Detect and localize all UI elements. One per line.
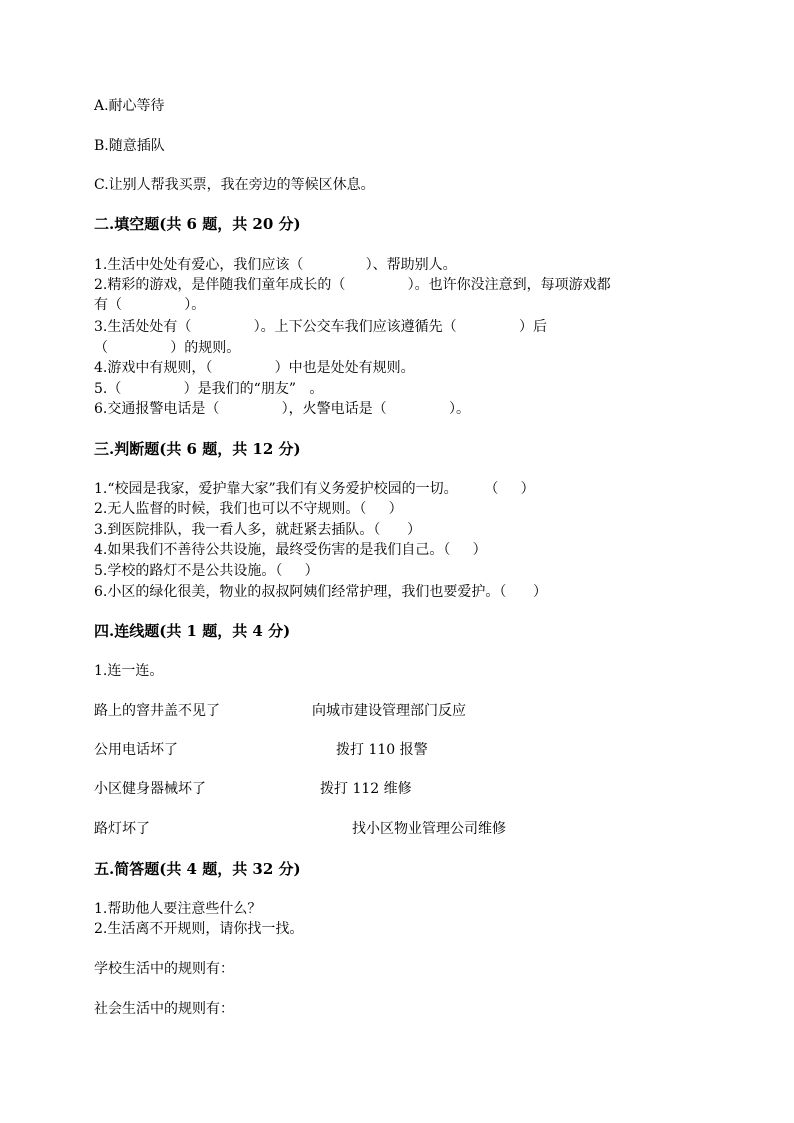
match-right-item: 拨打 110 报警 <box>336 742 428 758</box>
match-q1: 1.连一连。 <box>94 663 164 679</box>
match-right-item: 向城市建设管理部门反应 <box>312 703 466 719</box>
judge-q6: 6.小区的绿化很美，物业的叔叔阿姨们经常护理，我们也要爱护。（ ） <box>94 584 548 600</box>
match-left-item: 路上的窨井盖不见了 <box>94 703 220 719</box>
fill-heading: 二.填空题(共 6 题，共 20 分) <box>94 215 301 233</box>
short-society-label: 社会生活中的规则有： <box>94 1001 234 1017</box>
short-school-label: 学校生活中的规则有： <box>94 961 234 977</box>
judge-heading: 三.判断题(共 6 题，共 12 分) <box>94 440 301 458</box>
match-right-item: 拨打 112 维修 <box>320 781 412 797</box>
match-heading: 四.连线题(共 1 题，共 4 分) <box>94 622 291 640</box>
judge-q3: 3.到医院排队，我一看人多，就赶紧去插队。（ ） <box>94 522 422 538</box>
fill-q6: 6.交通报警电话是（ ），火警电话是（ ）。 <box>94 401 470 417</box>
short-q1: 1.帮助他人要注意些什么？ <box>94 901 262 917</box>
fill-q5: 5.（ ）是我们的“朋友” 。 <box>94 381 324 397</box>
choice-b: B.随意插队 <box>94 138 165 154</box>
judge-q4: 4.如果我们不善待公共设施，最终受伤害的是我们自己。（ ） <box>94 542 487 558</box>
match-left-item: 公用电话坏了 <box>94 742 178 758</box>
judge-q2: 2.无人监督的时候，我们也可以不守规则。（ ） <box>94 501 403 517</box>
match-left-item: 小区健身器械坏了 <box>94 781 206 797</box>
fill-q2b: 有（ ）。 <box>94 297 206 313</box>
short-q2: 2.生活离不开规则，请你找一找。 <box>94 921 304 937</box>
choice-a: A.耐心等待 <box>94 98 165 114</box>
short-heading: 五.简答题(共 4 题，共 32 分) <box>94 860 301 878</box>
choice-c: C.让别人帮我买票，我在旁边的等候区休息。 <box>94 177 375 193</box>
fill-q3b: （ ）的规则。 <box>94 340 241 356</box>
fill-q4: 4.游戏中有规则，（ ）中也是处处有规则。 <box>94 360 415 376</box>
match-right-item: 找小区物业管理公司维修 <box>352 821 506 837</box>
fill-q2a: 2.精彩的游戏，是伴随我们童年成长的（ ）。也许你没注意到，每项游戏都 <box>94 277 611 293</box>
judge-q1: 1.“校园是我家，爱护靠大家”我们有义务爱护校园的一切。 （ ） <box>94 481 535 497</box>
fill-q1: 1.生活中处处有爱心，我们应该（ ）、帮助别人。 <box>94 257 457 273</box>
judge-q5: 5.学校的路灯不是公共设施。（ ） <box>94 563 319 579</box>
fill-q3a: 3.生活处处有（ ）。上下公交车我们应该遵循先（ ）后 <box>94 319 547 335</box>
match-left-item: 路灯坏了 <box>94 821 150 837</box>
